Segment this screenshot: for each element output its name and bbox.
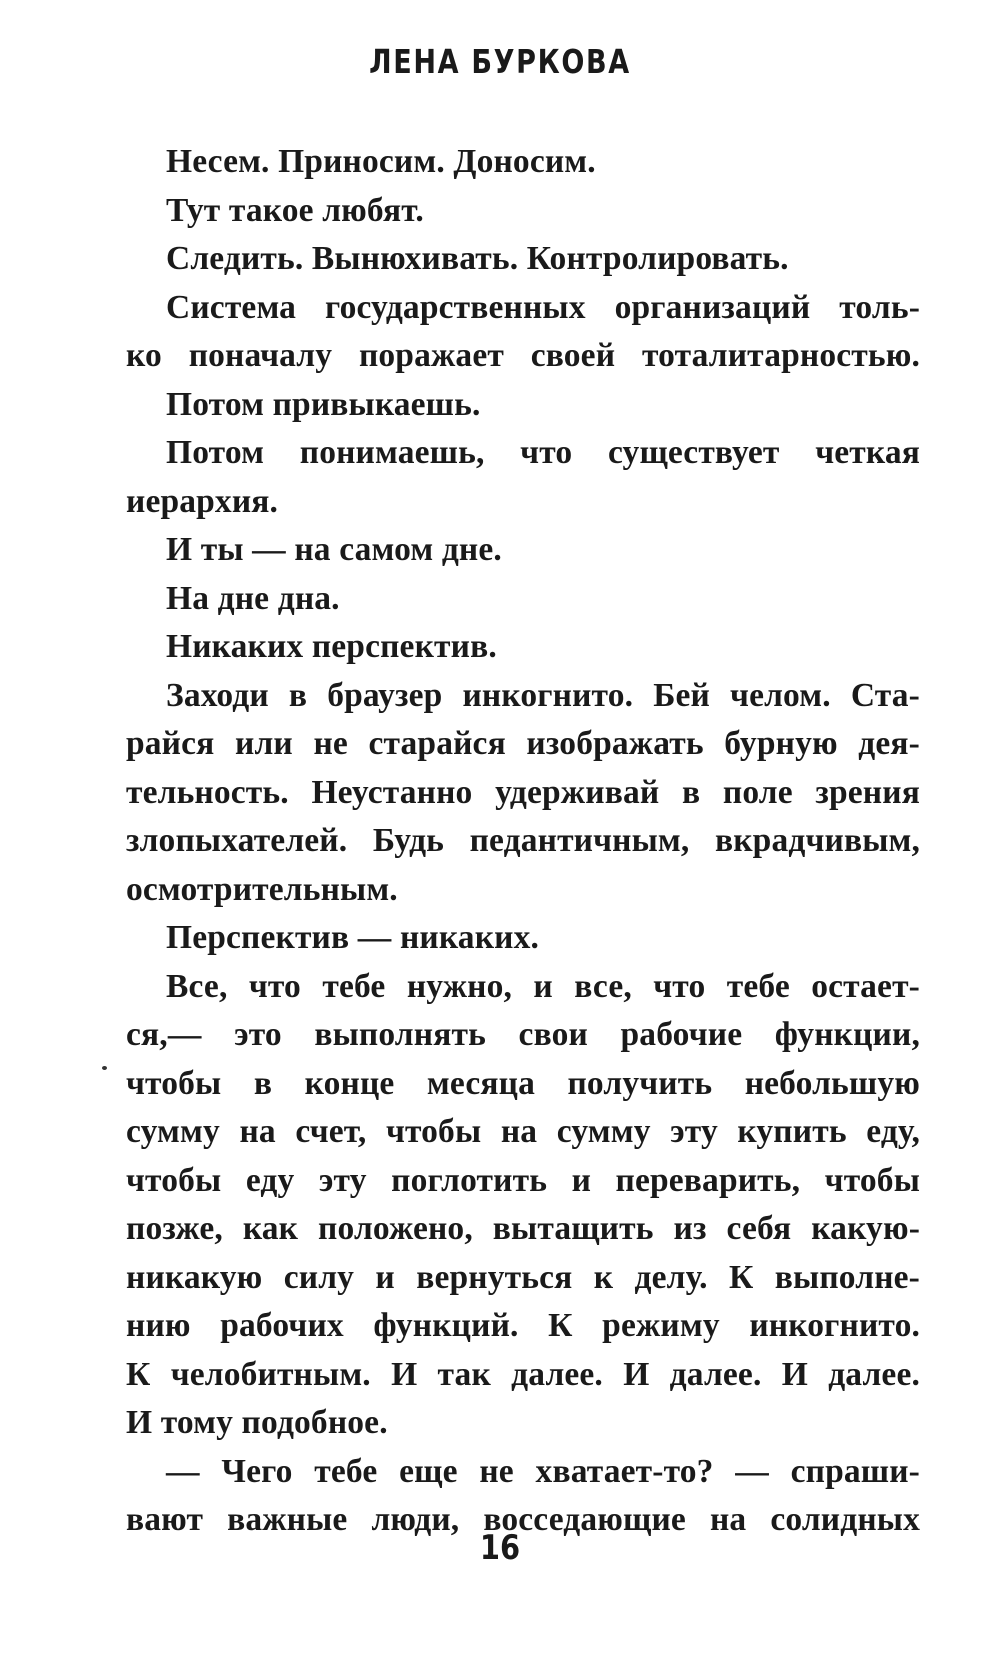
text-line: Следить. Вынюхивать. Контролировать. [166,240,789,277]
text-line: На дне дна. [166,579,340,617]
text-line: никакую силу и вернуться к делу. К выполне- [126,1258,920,1296]
text-line: нию рабочих функций. К режиму инкогнито. [126,1307,920,1344]
text-line: — Чего тебе еще не хватает-то? — спраши- [166,1452,920,1490]
text-line: Система государственных организаций толь- [166,288,920,326]
text-line: Перспектив — никаких. [166,919,540,956]
text-line: иерархия. [126,482,279,520]
text-line: К челобитным. И так далее. И далее. И далее. [126,1355,920,1393]
body-text [126,138,920,1545]
text-line: райся или не старайся изображать бурную дея- [126,725,920,762]
text-line: И тому подобное. [126,1404,388,1441]
page-number: 16 [479,1528,521,1568]
text-line: И ты — на самом дне. [166,531,502,568]
text-line: Заходи в браузер инкогнито. Бей челом. Ста- [166,676,920,714]
text-line: чтобы в конце месяца получить небольшую [126,1064,920,1102]
text-line: Потом понимаешь, что существует четкая [166,434,920,471]
text-line: сумму на счет, чтобы на сумму эту купить еду, [126,1113,920,1150]
text-line: ся,— это выполнять свои рабочие функции, [126,1016,920,1053]
text-line: Тут такое любят. [166,191,424,229]
text-line: чтобы еду эту поглотить и переварить, чтобы [126,1161,920,1199]
running-head: ЛЕНА БУРКОВА [369,42,631,81]
text-line: тельность. Неустанно удерживай в поле зрения [126,773,920,811]
text-line: Несем. Приносим. Доносим. [166,143,596,180]
text-line: Потом привыкаешь. [166,385,481,423]
text-line: злопыхателей. Будь педантичным, вкрадчивым, [126,822,920,859]
text-line: позже, как положено, вытащить из себя какую- [126,1210,920,1247]
print-speck [102,1066,107,1070]
text-line: вают важные люди, восседающие на солидных [126,1501,920,1538]
text-line: ко поначалу поражает своей тоталитарностью. [126,337,920,374]
text-line: осмотрительным. [126,870,398,908]
text-line: Никаких перспектив. [166,628,497,665]
text-line: Все, что тебе нужно, и все, что тебе остает- [166,967,920,1005]
